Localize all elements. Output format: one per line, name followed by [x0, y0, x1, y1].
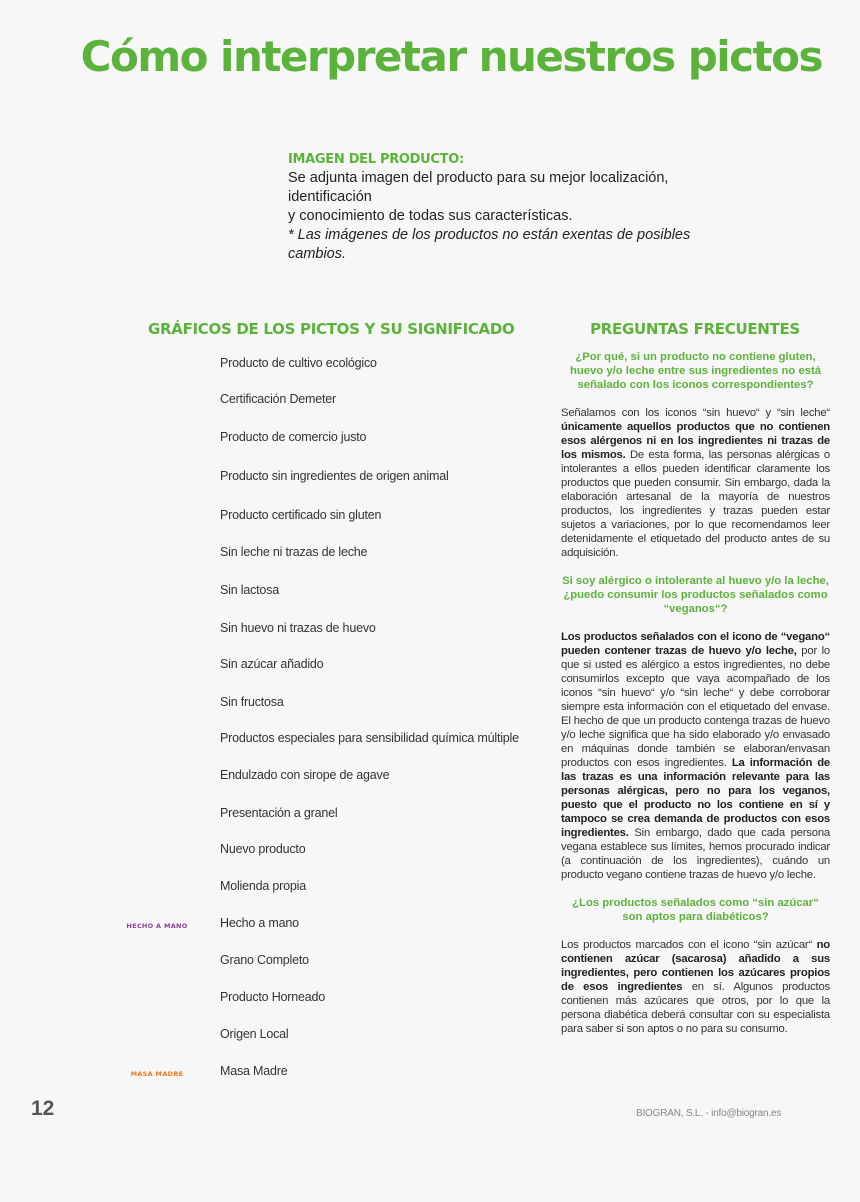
picto-label: Masa Madre [220, 1064, 288, 1078]
picto-label: Origen Local [220, 1027, 289, 1041]
picto-row [0, 545, 540, 565]
picto-label: Molienda propia [220, 879, 306, 893]
faq-answer-1 [561, 406, 830, 560]
faq-answer-2-text: por lo que si usted es alérgico a estos ingredientes, no debe consumirlos excepto que vaya acompañado de los iconos “sin huevo“ y/o “sin leche“ y debe corroborar siempre esta información con el etiquetado del envase. El hecho de que un producto contenga trazas de huevo y/o leche significa que ha sido elaborado y/o envasado en máquinas donde también se elaboran/envasan productos con esos ingredientes. [561, 645, 831, 769]
picto-row [0, 356, 540, 376]
picto-icon: HECHO A MANO [126, 922, 188, 930]
pictos-heading: GRÁFICOS DE LOS PICTOS Y SU SIGNIFICADO [148, 320, 515, 338]
faq-heading: PREGUNTAS FRECUENTES [590, 320, 800, 338]
picto-icon: MASA MADRE [130, 1070, 184, 1078]
intro-note: * Las imágenes de los productos no están exentas de posibles cambios. [288, 227, 691, 262]
faq-answer-2-bold-2: La información de las trazas es una información relevante para las personas alérgicas, pero no para los veganos, puesto que el producto no los contiene en sí y tampoco se crea demanda de productos con esos ingredientes. [561, 757, 830, 839]
intro-line-1: Se adjunta imagen del producto para su mejor localización, identificación [288, 170, 669, 205]
picto-row [0, 430, 540, 450]
faq-question-3: ¿Los productos señalados como “sin azúcar“ son aptos para diabéticos? [572, 897, 819, 923]
faq-block [561, 350, 830, 1036]
intro-heading: IMAGEN DEL PRODUCTO: [288, 152, 464, 167]
picto-row [0, 469, 540, 489]
faq-answer-2-bold: Los productos señalados con el icono de “vegano“ pueden contener trazas de huevo y/o leche, [561, 631, 830, 657]
faq-answer-2-text-2: Sin embargo, dado que cada persona vegana establece sus límites, hemos procurado indicar (a continuación de los ingredientes), cuándo un producto vegano contiene trazas de huevo y/o leche. [561, 827, 830, 881]
picto-label: Sin fructosa [220, 695, 284, 709]
picto-row [0, 695, 540, 715]
intro-line-2: y conocimiento de todas sus características. [288, 208, 573, 224]
picto-label: Presentación a granel [220, 806, 338, 820]
picto-row [0, 953, 540, 973]
faq-answer-1-bold: únicamente aquellos productos que no contienen esos alérgenos ni en los ingredientes ni trazas de los mismos. [561, 421, 830, 461]
picto-row [0, 508, 540, 528]
picto-label: Sin lactosa [220, 583, 279, 597]
picto-row [0, 990, 540, 1010]
picto-row [0, 916, 540, 936]
picto-row [0, 621, 540, 641]
picto-row [0, 583, 540, 603]
picto-label: Hecho a mano [220, 916, 299, 930]
picto-label: Producto de comercio justo [220, 430, 367, 444]
faq-answer-3-text-2: en sí. Algunos productos contienen más azúcares que otros, por lo que la persona diabética deberá consultar con su especialista para saber si son aptos o no para su consumo. [561, 981, 830, 1035]
picto-label: Producto sin ingredientes de origen animal [220, 469, 449, 483]
faq-question-2: Si soy alérgico o intolerante al huevo y/o la leche, ¿puedo consumir los productos señalados como “veganos“? [562, 575, 829, 615]
page-title: Cómo interpretar nuestros pictos [80, 32, 822, 81]
picto-row [0, 879, 540, 899]
picto-label: Endulzado con sirope de agave [220, 768, 390, 782]
picto-label: Productos especiales para sensibilidad química múltiple [220, 731, 519, 745]
footer-text: BIOGRAN, S.L. - info@biogran.es [636, 1108, 782, 1119]
picto-row [0, 768, 540, 788]
picto-row [0, 731, 540, 751]
picto-label: Sin azúcar añadido [220, 657, 324, 671]
page-number: 12 [31, 1097, 55, 1120]
picto-row [0, 842, 540, 862]
faq-question-1: ¿Por qué, si un producto no contiene gluten, huevo y/o leche entre sus ingredientes no está señalado con los iconos correspondientes? [569, 351, 822, 391]
picto-row [0, 806, 540, 826]
picto-row [0, 657, 540, 677]
faq-answer-1-text: Señalamos con los iconos “sin huevo“ y “sin leche“ [561, 407, 830, 419]
picto-label: Producto de cultivo ecológico [220, 356, 377, 370]
faq-answer-3-bold: no contienen azúcar (sacarosa) añadido a sus ingredientes, pero contienen los azúcares propios de esos ingredientes [561, 939, 830, 993]
picto-label: Producto certificado sin gluten [220, 508, 382, 522]
picto-label: Certificación Demeter [220, 392, 336, 406]
faq-answer-1-text-2: De esta forma, las personas alérgicas o intolerantes a ellos pueden identificar claramente los productos que pueden consumir. Sin embargo, dada la elaboración artesanal de la mayoría de nuestros productos, los ingredientes y trazas pueden estar sujetos a variaciones, por lo que recomendamos leer detenidamente el etiquetado del producto antes de su adquisición. [561, 449, 831, 559]
faq-answer-2 [561, 630, 830, 882]
picto-row [0, 1064, 540, 1084]
picto-label: Nuevo producto [220, 842, 306, 856]
picto-row [0, 392, 540, 412]
faq-answer-3-text: Los productos marcados con el icono “sin azúcar“ [561, 939, 817, 951]
picto-label: Sin leche ni trazas de leche [220, 545, 368, 559]
picto-label: Producto Horneado [220, 990, 326, 1004]
picto-row [0, 1027, 540, 1047]
picto-label: Sin huevo ni trazas de huevo [220, 621, 376, 635]
picto-label: Grano Completo [220, 953, 309, 967]
faq-answer-3 [561, 938, 830, 1036]
